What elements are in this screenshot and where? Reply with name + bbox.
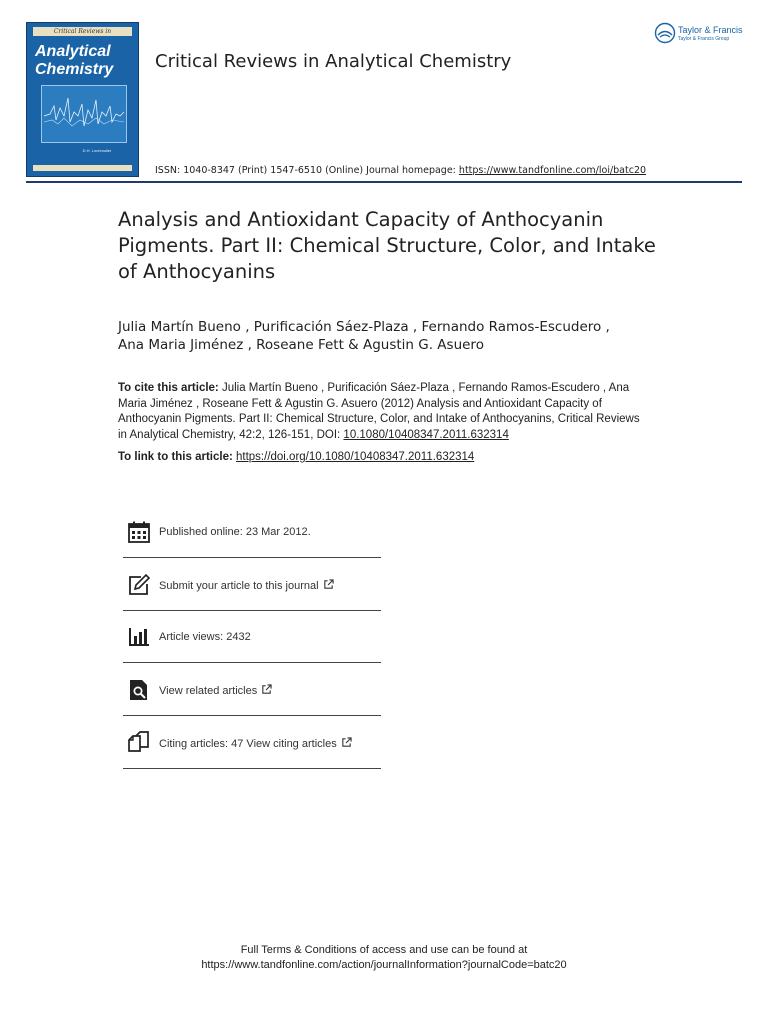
bar-chart-icon <box>127 625 151 649</box>
citing-documents-icon <box>127 731 151 755</box>
article-link-line <box>118 451 678 463</box>
authors-line-1: Julia Martín Bueno , Purificación Sáez-Plaza , Fernando Ramos-Escudero , <box>118 319 610 335</box>
terms-line-1: Full Terms & Conditions of access and use can be found at <box>240 944 528 956</box>
header-rule <box>26 181 742 183</box>
cover-title-line2: Chemistry <box>35 61 114 78</box>
cover-band-text: Critical Reviews in <box>33 27 132 36</box>
article-authors <box>118 318 678 354</box>
publisher-logo <box>654 22 749 48</box>
row-divider <box>123 768 381 769</box>
citation-block <box>118 381 648 443</box>
citing-articles-link[interactable]: Citing articles: 47 View citing articles <box>159 738 337 750</box>
external-link-icon <box>341 737 352 748</box>
terms-footer <box>0 943 768 973</box>
cover-editor: D.H. Lochmuller <box>82 148 112 153</box>
cite-text: Julia Martín Bueno , Purificación Sáez-Plaza , Fernando Ramos-Escudero , Ana Maria Jiménez , Roseane Fett & Agustin G. Asuero (2012) Analysis and Antioxidant Capacity of Anthocyanin Pigments. Part II: Chemical Structure, Color, and Intake of Anthocyanins, Critical Reviews in Analytical Chemistry, 42:2, 126-151, DOI: <box>118 382 640 441</box>
related-label-wrap <box>159 684 272 697</box>
related-articles-link[interactable]: View related articles <box>159 685 258 697</box>
calendar-icon <box>127 520 151 544</box>
issn-line <box>155 165 646 176</box>
authors-line-2: Ana Maria Jiménez , Roseane Fett & Agustin G. Asuero <box>118 337 484 353</box>
journal-cover-image <box>26 22 139 177</box>
row-divider <box>123 715 381 716</box>
external-link-icon <box>261 684 272 695</box>
cover-bottom-band <box>33 165 132 171</box>
row-divider <box>123 662 381 663</box>
publisher-logo-icon <box>654 22 676 44</box>
submit-label-wrap <box>159 579 334 592</box>
article-views: Article views: 2432 <box>159 631 251 643</box>
cite-doi-link[interactable]: 10.1080/10408347.2011.632314 <box>343 428 509 441</box>
external-link-icon <box>323 579 334 590</box>
published-date: Published online: 23 Mar 2012. <box>159 526 311 538</box>
edit-icon <box>127 573 151 597</box>
submit-article-row[interactable] <box>123 559 381 611</box>
citing-articles-row[interactable] <box>123 717 381 769</box>
citing-label-wrap <box>159 737 352 750</box>
journal-title: Critical Reviews in Analytical Chemistry <box>155 51 512 72</box>
submit-article-link[interactable]: Submit your article to this journal <box>159 580 319 592</box>
article-views-row <box>123 611 381 663</box>
publisher-name: Taylor & Francis <box>678 25 743 35</box>
cite-label: To cite this article: <box>118 382 219 394</box>
cover-spectrum-graphic <box>41 85 127 143</box>
cover-title-line1: Analytical <box>35 43 111 60</box>
cover-title <box>35 43 135 79</box>
publisher-group: Taylor & Francis Group <box>678 36 730 42</box>
article-doi-link[interactable]: https://doi.org/10.1080/10408347.2011.632314 <box>236 451 475 463</box>
issn-text: ISSN: 1040-8347 (Print) 1547-6510 (Online) Journal homepage: <box>155 165 459 176</box>
row-divider <box>123 557 381 558</box>
article-title: Analysis and Antioxidant Capacity of Anthocyanin Pigments. Part II: Chemical Structure, Color, and Intake of Anthocyanins <box>118 208 656 283</box>
document-search-icon <box>127 678 151 702</box>
related-articles-row[interactable] <box>123 664 381 716</box>
terms-link[interactable]: https://www.tandfonline.com/action/journalInformation?journalCode=batc20 <box>201 959 567 971</box>
published-row <box>123 506 381 558</box>
link-label: To link to this article: <box>118 451 236 463</box>
journal-homepage-link[interactable]: https://www.tandfonline.com/loi/batc20 <box>458 165 647 176</box>
